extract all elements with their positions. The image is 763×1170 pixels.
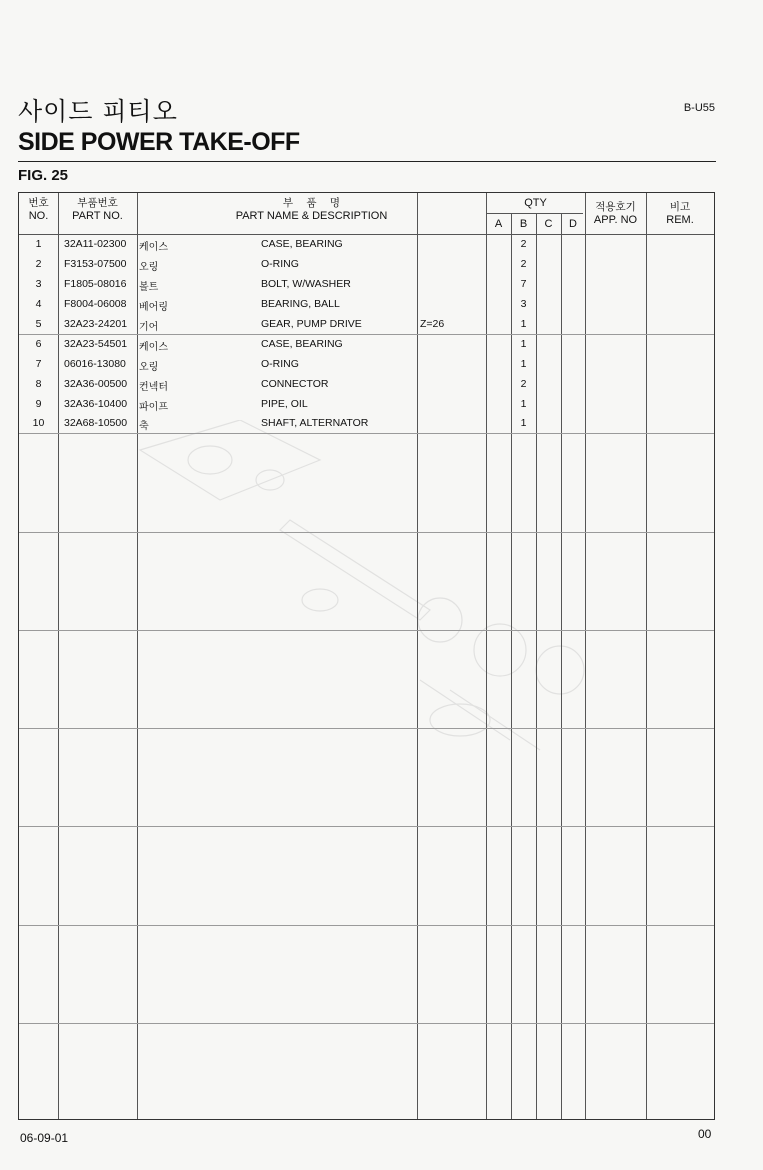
qty-subheader-line [486,213,583,214]
header-part-no [58,197,137,223]
header-no-en: NO. [28,210,49,222]
row-qty-b: 1 [520,417,527,429]
row-name-en: CONNECTOR [261,378,329,390]
header-app-no [585,201,646,227]
row-no: 9 [35,398,42,410]
row-no: 6 [35,338,42,350]
page-code: B-U55 [683,102,715,114]
table-row [19,275,714,295]
header-qty: QTY [524,197,547,209]
row-part-no: F3153-07500 [64,258,127,270]
footer-page-number: 00 [698,1127,712,1141]
row-part-no: F8004-06008 [64,298,127,310]
table-row [19,315,714,335]
row-name-kr: 케이스 [139,242,168,253]
table-row [19,235,714,255]
row-group-rule [19,925,714,926]
row-name-en: PIPE, OIL [261,398,308,410]
row-no: 10 [32,417,45,429]
row-part-no: 32A36-00500 [64,378,128,390]
row-group-rule [19,728,714,729]
header-qty-c: C [544,218,553,230]
row-qty-b: 2 [520,378,527,390]
footer-date: 06-09-01 [20,1131,69,1145]
header-app-en: APP. NO [593,214,638,226]
row-no: 7 [35,358,42,370]
header-part-name [137,197,486,223]
row-qty-b: 1 [520,358,527,370]
header-name-en: PART NAME & DESCRIPTION [235,210,388,222]
row-part-no: F1805-08016 [64,278,127,290]
table-row [19,355,714,375]
row-spec: Z=26 [420,318,445,330]
row-no: 2 [35,258,42,270]
row-name-kr: 파이프 [139,402,168,413]
row-part-no: 32A23-24201 [64,318,128,330]
row-name-kr: 케이스 [139,342,168,353]
header-app-kr: 적용호기 [595,201,636,213]
row-qty-b: 3 [520,298,527,310]
row-name-en: O-RING [261,358,299,370]
row-name-en: BEARING, BALL [261,298,340,310]
row-name-kr: 오링 [139,362,159,373]
figure-label: FIG. 25 [18,167,69,184]
row-name-kr: 오링 [139,262,159,273]
row-name-kr: 축 [139,421,149,432]
row-name-kr: 컨넥터 [139,382,168,393]
header-name-kr: 부 품 명 [282,197,341,209]
header-rem-en: REM. [666,214,694,226]
row-qty-b: 1 [520,398,527,410]
header-qty-b: B [519,218,528,230]
row-group-rule [19,826,714,827]
header-no-kr: 번호 [28,197,49,209]
row-part-no: 32A11-02300 [64,238,127,250]
row-part-no: 06016-13080 [64,358,126,370]
row-no: 8 [35,378,42,390]
header-rem-kr: 비고 [669,201,691,213]
row-no: 3 [35,278,42,290]
table-row [19,335,714,355]
table-row [19,255,714,275]
row-name-en: CASE, BEARING [261,238,343,250]
row-name-kr: 베어링 [139,302,168,313]
table-row [19,395,714,415]
header-no [19,197,58,223]
row-group-rule [19,1023,714,1024]
row-part-no: 32A36-10400 [64,398,128,410]
row-name-en: SHAFT, ALTERNATOR [261,417,369,429]
row-group-rule [19,532,714,533]
header-remarks [646,201,714,227]
page-title-korean: 사이드 피티오 [18,97,178,126]
row-no: 1 [35,238,42,250]
table-row [19,414,714,434]
header-part-en: PART NO. [72,210,123,222]
row-qty-b: 7 [520,278,527,290]
table-row [19,375,714,395]
table-row [19,295,714,315]
row-no: 4 [35,298,42,310]
row-no: 5 [35,318,42,330]
row-qty-b: 2 [520,238,527,250]
row-name-kr: 볼트 [139,282,159,293]
page-title: SIDE POWER TAKE-OFF [18,128,300,156]
header-qty-a: A [494,218,503,230]
header-part-kr: 부품번호 [77,197,118,209]
row-name-en: CASE, BEARING [261,338,343,350]
title-rule [18,161,716,162]
row-qty-b: 1 [520,318,527,330]
row-name-en: GEAR, PUMP DRIVE [261,318,362,330]
parts-table [18,192,715,1120]
row-name-en: BOLT, W/WASHER [261,278,351,290]
row-qty-b: 2 [520,258,527,270]
row-name-kr: 기어 [139,322,159,333]
row-part-no: 32A23-54501 [64,338,128,350]
row-group-rule [19,630,714,631]
row-qty-b: 1 [520,338,527,350]
header-qty-d: D [569,218,577,230]
row-part-no: 32A68-10500 [64,417,128,429]
row-name-en: O-RING [261,258,299,270]
